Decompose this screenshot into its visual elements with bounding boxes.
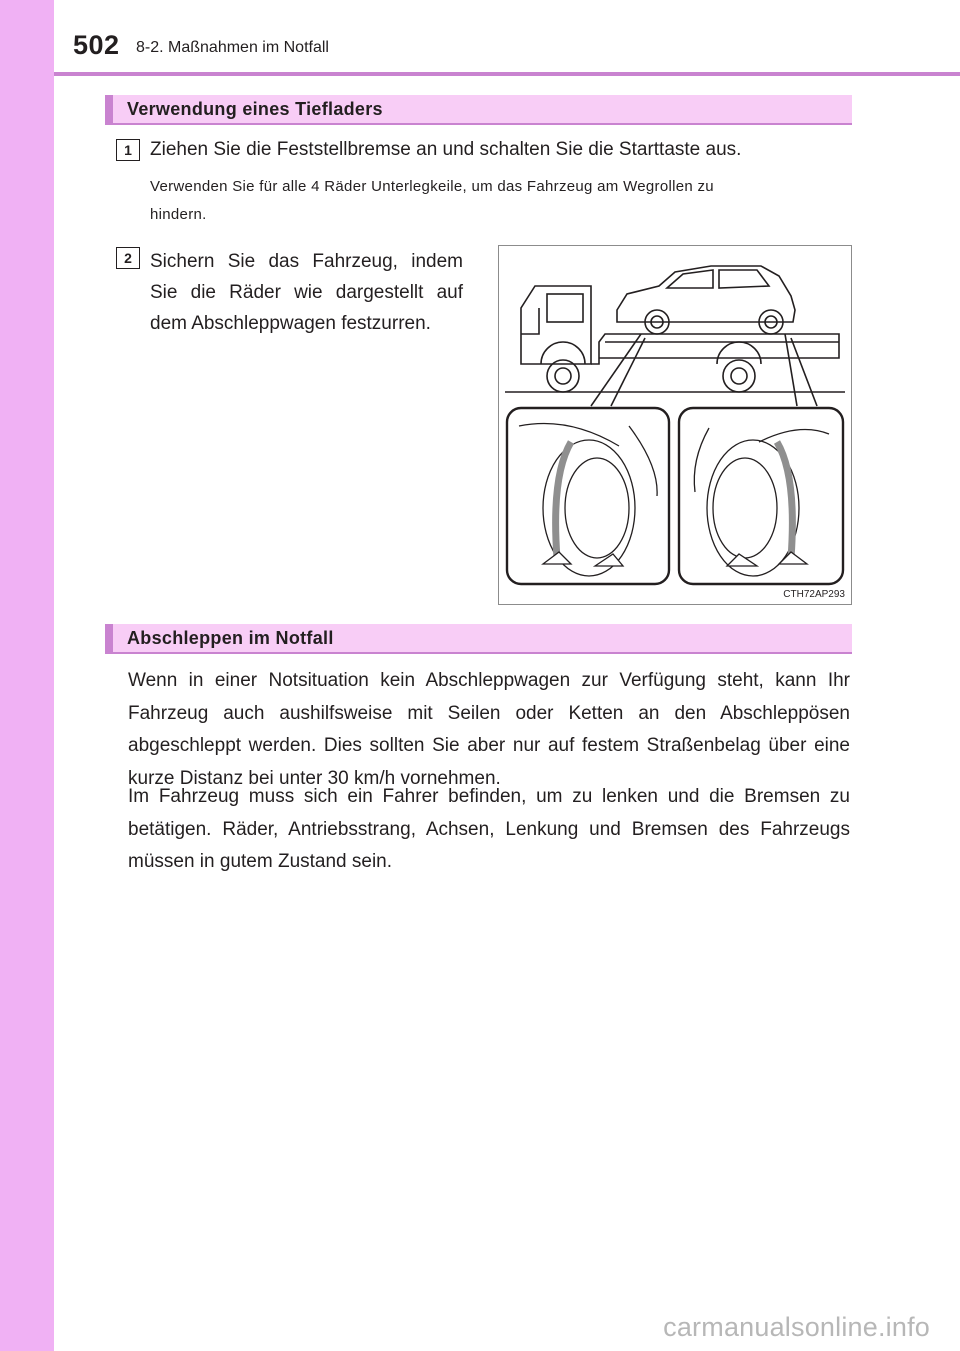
step-2-line-1: Sichern Sie das Fahrzeug, indem (150, 251, 463, 272)
figure-code: CTH72AP293 (783, 589, 845, 600)
section-reference: 8-2. Maßnahmen im Notfall (136, 39, 329, 56)
step-2-line-3: dem Abschleppwagen festzurren. (150, 313, 431, 334)
watermark: carmanualsonline.info (663, 1312, 930, 1342)
step-2-text (150, 246, 463, 339)
tow-truck-illustration (498, 245, 852, 605)
step-1-number: 1 (116, 139, 140, 161)
step-1-text: Ziehen Sie die Feststellbremse an und schalten Sie die Starttaste aus. (150, 139, 742, 160)
section-title: Abschleppen im Notfall (127, 628, 334, 648)
note-line-2: hindern. (150, 206, 207, 223)
section-heading-emergency-towing (105, 624, 852, 654)
tow-truck-drawing (499, 246, 851, 604)
note-line-1: Verwenden Sie für alle 4 Räder Unterlegkeile, um das Fahrzeug am Wegrollen zu (150, 178, 714, 195)
page-sidebar (0, 0, 54, 1351)
page-number: 502 (73, 30, 120, 60)
header-rule (54, 72, 960, 76)
section-title: Verwendung eines Tiefladers (127, 99, 383, 119)
step-2-line-2: Sie die Räder wie dargestellt auf (150, 282, 463, 303)
paragraph-1: Wenn in einer Notsituation kein Abschleppwagen zur Verfügung steht, kann Ihr Fahrzeug auch aushilfsweise mit Seilen oder Ketten an den Abschleppösen abgeschleppt werden. Dies sollten Sie aber nur auf festem Straßenbelag über eine kurze Distanz bei unter 30 km/h vornehmen. (128, 670, 850, 789)
paragraph-2: Im Fahrzeug muss sich ein Fahrer befinden, um zu lenken und die Bremsen zu betätigen. Räder, Antriebsstrang, Achsen, Lenkung und Bremsen des Fahrzeugs müssen in gutem Zustand sein. (128, 786, 850, 872)
step-1-note (150, 173, 850, 229)
section-heading-flatbed (105, 95, 852, 125)
step-2-number: 2 (116, 247, 140, 269)
